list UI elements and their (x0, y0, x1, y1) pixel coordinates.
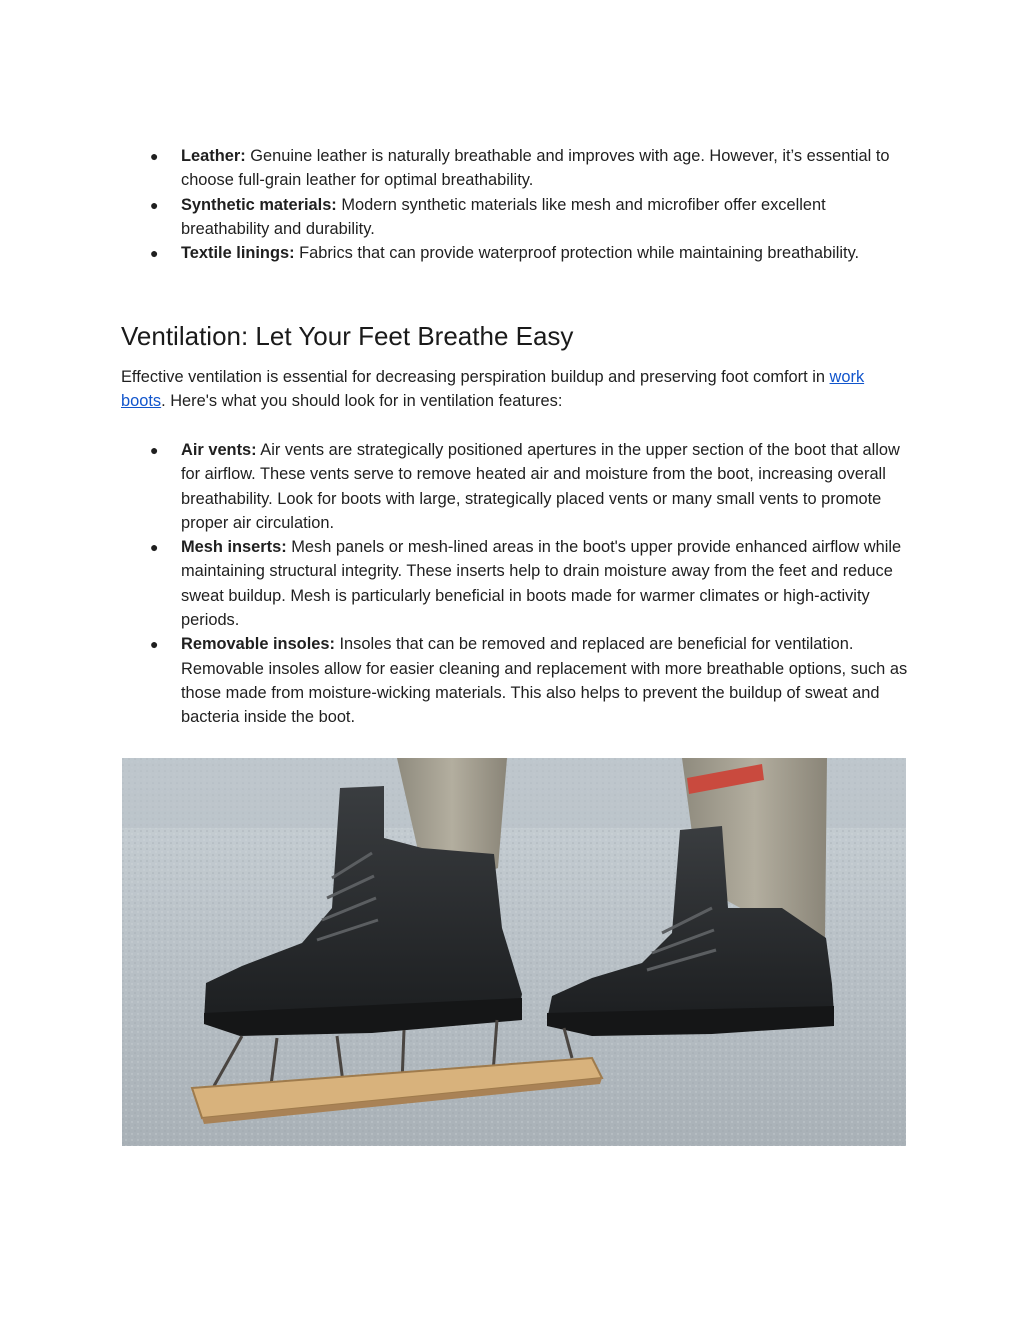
list-item-text: Modern synthetic materials like mesh and microfiber offer excellent breathability and durability. (181, 195, 826, 238)
bullet-icon: ● (150, 245, 159, 262)
list-item-text: Fabrics that can provide waterproof protection while maintaining breathability. (294, 244, 860, 263)
list-item-text: Genuine leather is naturally breathable and improves with age. However, it’s essential to choose full-grain leather for optimal breathability. (181, 147, 890, 190)
list-item (150, 144, 910, 193)
intro-text: Effective ventilation is essential for decreasing perspiration buildup and preserving foot comfort in (121, 368, 830, 386)
bullet-icon: ● (150, 148, 159, 164)
list-item-text: Mesh panels or mesh-lined areas in the boot's upper provide enhanced airflow while maintaining structural integrity. These inserts help to drain moisture away from the feet and reduce sweat buildup. Mesh is particularly beneficial in boots made for warmer climates or high-activity periods. (181, 538, 902, 630)
list-item-text: Insoles that can be removed and replaced are beneficial for ventilation. Removable insoles allow for easier cleaning and replacement with more breathable options, such as those made from moisture-wicking materials. This also helps to prevent the buildup of sweat and bacteria inside the boot. (181, 635, 908, 727)
section-heading: Ventilation: Let Your Feet Breathe Easy (121, 321, 574, 351)
materials-list (150, 144, 910, 265)
list-item (150, 535, 910, 632)
intro-paragraph (121, 365, 911, 414)
list-item (150, 241, 910, 265)
bullet-icon: ● (150, 636, 159, 653)
list-item-term: Mesh inserts: (181, 538, 287, 557)
list-item (150, 193, 910, 242)
list-item (150, 632, 910, 729)
bullet-icon: ● (150, 196, 159, 213)
work-boots-photo (122, 758, 906, 1146)
list-item-term: Textile linings: (181, 244, 295, 263)
list-item-term: Removable insoles: (181, 635, 335, 654)
boots-illustration (122, 758, 906, 1146)
work-boots-link[interactable]: work boots (121, 368, 865, 411)
intro-text-end: . Here's what you should look for in ventilation features: (161, 392, 563, 411)
list-item (150, 438, 910, 535)
list-item-term: Air vents: (181, 441, 257, 459)
bullet-icon: ● (150, 442, 159, 458)
list-item-term: Synthetic materials: (181, 195, 337, 214)
list-item-text: Air vents are strategically positioned apertures in the upper section of the boot that allow for airflow. These vents serve to remove heated air and moisture from the boot, increasing overall breathability. Look for boots with large, strategically placed vents or many small vents to promote proper air circulation. (181, 441, 900, 532)
bullet-icon: ● (150, 539, 159, 556)
list-item-term: Leather: (181, 147, 246, 165)
ventilation-list (150, 438, 910, 730)
